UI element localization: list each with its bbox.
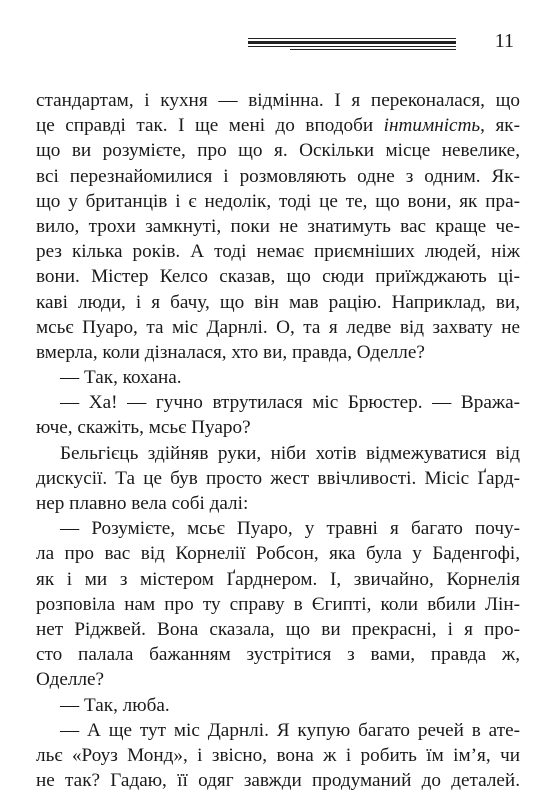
header-rule	[248, 46, 456, 47]
text-line: юче, скажіть, мсьє Пуаро?	[36, 417, 251, 439]
emphasis-text: інтимність	[383, 115, 481, 137]
header-rule	[290, 49, 456, 50]
text-line: сто палала бажанням зустрітися з вами, правда ж,	[36, 644, 520, 666]
text-line: що у британців і є недолік, тоді це те, що вони, як пра-	[36, 190, 520, 212]
text-line: — Ха! — гучно втрутилася міс Брюстер. — Вража-	[60, 392, 520, 414]
text-line: — Так, люба.	[60, 694, 170, 716]
text-line: не так? Гадаю, її одяг завжди продуманий до деталей.	[36, 770, 520, 792]
text-line: — Розумієте, мсьє Пуаро, у травні я багато почу-	[60, 518, 520, 540]
text-line: Оделле?	[36, 669, 105, 691]
header-rule	[248, 38, 456, 39]
text-line: нер плавно вела собі далі:	[36, 493, 249, 514]
header-rule-thick	[248, 41, 456, 44]
text-line: вило, трохи замкнуті, поки не знатимуть вас краще че-	[36, 215, 520, 237]
text-line: Бельгієць здійняв руки, ніби хотів відмежуватися від	[60, 442, 520, 464]
text-line: — Так, кохана.	[60, 367, 182, 389]
text-line: розповіла нам про ту справу в Єгипті, коли вбили Лін-	[36, 593, 520, 615]
text-fragment: , як-	[480, 115, 520, 137]
text-line: дискусії. Та це був просто жест ввічливості. Місіс Ґард-	[36, 467, 520, 489]
text-line: льє «Роуз Монд», і звісно, вона ж і робить їм ім’я, чи	[36, 744, 520, 766]
text-line: вони. Містер Келсо сказав, що сюди приїжджають ці-	[36, 266, 520, 288]
header-rules	[248, 38, 456, 52]
text-line: як і ми з містером Ґарднером. І, звичайно, Корнелія	[36, 568, 520, 590]
text-line: вмерла, коли дізналася, хто ви, правда, Оделле?	[36, 341, 425, 363]
text-line: всі перезнайомилися і розмовляють одне з одним. Як-	[36, 165, 520, 187]
text-line: ла про вас від Корнелії Робсон, яка була у Баденгофі,	[36, 543, 520, 565]
text-line: рез кілька років. А тоді немає приємніших людей, ніж	[36, 241, 520, 263]
text-line: каві люди, і я бачу, що він мав рацію. Наприклад, ви,	[36, 291, 520, 313]
page-header	[248, 30, 518, 54]
text-line	[36, 113, 520, 138]
text-line: — А ще тут міс Дарнлі. Я купую багато речей в ате-	[60, 719, 520, 741]
body-text	[36, 88, 520, 793]
text-line: нет Ріджвей. Вона сказала, що ви прекрасні, і я про-	[36, 618, 520, 640]
text-line: мсьє Пуаро, та міс Дарнлі. О, та я ледве від захвату не	[36, 316, 520, 338]
page-number: 11	[494, 30, 514, 52]
text-line: що ви розумієте, про що я. Оскільки місце невелике,	[36, 140, 520, 162]
text-line: стандартам, і кухня — відмінна. І я переконалася, що	[36, 90, 520, 111]
text-fragment: це справді так. І ще мені до вподоби	[36, 115, 384, 137]
